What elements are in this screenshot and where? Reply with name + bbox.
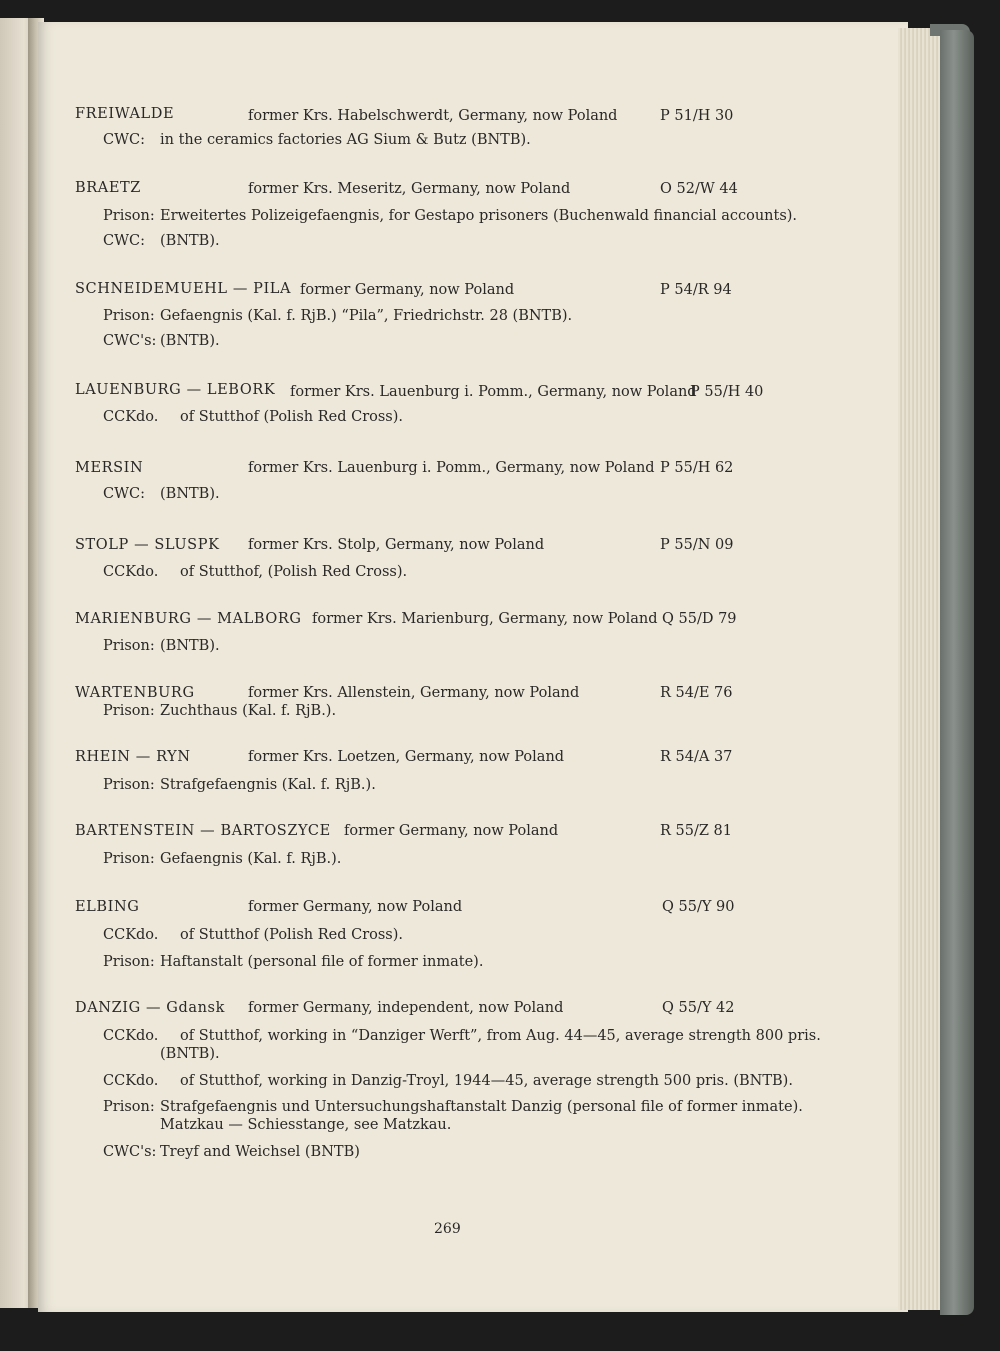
entry-name: MARIENBURG — MALBORG xyxy=(75,611,302,627)
entry-detail-continuation: (BNTB). xyxy=(160,1046,220,1062)
entry-detail-text: Haftanstalt (personal file of former inmate). xyxy=(160,954,484,970)
entry-name: FREIWALDE xyxy=(75,106,175,122)
entry-detail-text: Gefaengnis (Kal. f. RjB.) “Pila”, Friedrichstr. 28 (BNTB). xyxy=(160,308,573,324)
entry-detail-label: Prison: xyxy=(103,1099,155,1115)
entry-location: former Krs. Lauenburg i. Pomm., Germany, now Poland xyxy=(248,460,655,476)
entry-detail-label: Prison: xyxy=(103,703,155,719)
entry-detail-label: Prison: xyxy=(103,308,155,324)
entry-detail-label: Prison: xyxy=(103,208,155,224)
entry-map-code: P 55/H 40 xyxy=(690,384,764,400)
entry-detail-label: CCKdo. xyxy=(103,927,159,943)
entry-map-code: P 55/H 62 xyxy=(660,460,734,476)
entry-location: former Krs. Loetzen, Germany, now Poland xyxy=(248,749,565,765)
entry-name: BARTENSTEIN — BARTOSZYCE xyxy=(75,823,331,839)
entry-detail-label: CWC's: xyxy=(103,1144,157,1160)
entry-name: DANZIG — Gdansk xyxy=(75,1000,225,1016)
entry-map-code: P 51/H 30 xyxy=(660,108,734,124)
entry-map-code: Q 55/Y 90 xyxy=(662,899,735,915)
entry-location: former Germany, now Poland xyxy=(344,823,559,839)
entry-name: WARTENBURG xyxy=(75,685,195,701)
entry-detail-label: CWC: xyxy=(103,132,145,148)
entry-detail-label: Prison: xyxy=(103,851,155,867)
entry-map-code: O 52/W 44 xyxy=(660,181,738,197)
entry-location: former Krs. Habelschwerdt, Germany, now Poland xyxy=(248,108,618,124)
entry-name: ELBING xyxy=(75,899,140,915)
entry-detail-text: of Stutthof (Polish Red Cross). xyxy=(180,409,404,425)
entry-detail-text: Treyf and Weichsel (BNTB) xyxy=(160,1144,360,1160)
entry-name: STOLP — SLUSPK xyxy=(75,537,220,553)
entry-map-code: Q 55/Y 42 xyxy=(662,1000,735,1016)
entry-detail-text: Erweitertes Polizeigefaengnis, for Gestapo prisoners (Buchenwald financial accounts). xyxy=(160,208,798,224)
entry-detail-text: of Stutthof (Polish Red Cross). xyxy=(180,927,404,943)
entry-detail-label: CCKdo. xyxy=(103,409,159,425)
entry-detail-label: CWC: xyxy=(103,233,145,249)
entry-detail-text: of Stutthof, (Polish Red Cross). xyxy=(180,564,408,580)
entry-location: former Krs. Stolp, Germany, now Poland xyxy=(248,537,545,553)
entry-detail-label: CCKdo. xyxy=(103,564,159,580)
entry-name: MERSIN xyxy=(75,460,144,476)
entry-map-code: R 54/A 37 xyxy=(660,749,733,765)
entry-detail-text: (BNTB). xyxy=(160,638,220,654)
entry-map-code: R 55/Z 81 xyxy=(660,823,732,839)
entry-location: former Germany, now Poland xyxy=(248,899,463,915)
entry-detail-text: Zuchthaus (Kal. f. RjB.). xyxy=(160,703,337,719)
entry-detail-text: (BNTB). xyxy=(160,333,220,349)
entry-name: LAUENBURG — LEBORK xyxy=(75,382,276,398)
entry-location: former Germany, now Poland xyxy=(300,282,515,298)
book-cover xyxy=(940,30,974,1315)
entry-location: former Krs. Allenstein, Germany, now Poland xyxy=(248,685,580,701)
entry-location: former Krs. Marienburg, Germany, now Poland xyxy=(312,611,658,627)
entry-detail-label: Prison: xyxy=(103,777,155,793)
page-number: 269 xyxy=(434,1221,461,1237)
entry-location: former Krs. Lauenburg i. Pomm., Germany, now Poland xyxy=(290,384,697,400)
entry-name: SCHNEIDEMUEHL — PILA xyxy=(75,281,292,297)
entry-detail-text: Strafgefaengnis (Kal. f. RjB.). xyxy=(160,777,376,793)
entry-detail-text: Gefaengnis (Kal. f. RjB.). xyxy=(160,851,342,867)
entry-detail-continuation: Matzkau — Schiesstange, see Matzkau. xyxy=(160,1117,452,1133)
entry-detail-label: Prison: xyxy=(103,954,155,970)
entry-detail-text: of Stutthof, working in Danzig-Troyl, 1944—45, average strength 500 pris. (BNTB). xyxy=(180,1073,793,1089)
entry-detail-label: CWC's: xyxy=(103,333,157,349)
entry-detail-label: CCKdo. xyxy=(103,1073,159,1089)
entry-detail-text: in the ceramics factories AG Sium & Butz (BNTB). xyxy=(160,132,531,148)
entry-detail-text: (BNTB). xyxy=(160,233,220,249)
entry-detail-text: Strafgefaengnis und Untersuchungshaftanstalt Danzig (personal file of former inmate). xyxy=(160,1099,803,1115)
entry-map-code: R 54/E 76 xyxy=(660,685,733,701)
entry-location: former Germany, independent, now Poland xyxy=(248,1000,564,1016)
entry-map-code: P 54/R 94 xyxy=(660,282,732,298)
entry-detail-label: Prison: xyxy=(103,638,155,654)
entry-detail-label: CCKdo. xyxy=(103,1028,159,1044)
entry-detail-label: CWC: xyxy=(103,486,145,502)
entry-map-code: Q 55/D 79 xyxy=(662,611,737,627)
entry-map-code: P 55/N 09 xyxy=(660,537,734,553)
entry-detail-text: of Stutthof, working in “Danziger Werft”, from Aug. 44—45, average strength 800 pris. xyxy=(180,1028,821,1044)
entry-location: former Krs. Meseritz, Germany, now Poland xyxy=(248,181,571,197)
entry-name: RHEIN — RYN xyxy=(75,749,191,765)
entry-name: BRAETZ xyxy=(75,180,141,196)
entry-detail-text: (BNTB). xyxy=(160,486,220,502)
